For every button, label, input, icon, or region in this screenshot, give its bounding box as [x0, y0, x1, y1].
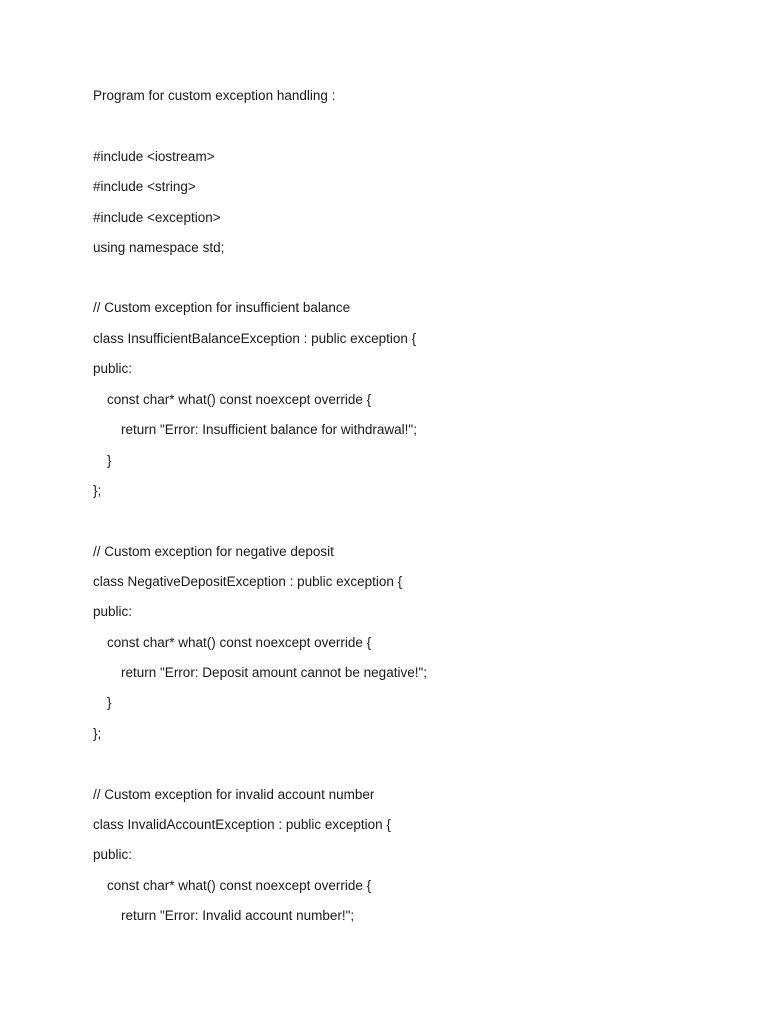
code-line: public:: [93, 604, 133, 619]
code-line: return "Error: Insufficient balance for withdrawal!";: [121, 422, 417, 437]
code-line: }: [107, 453, 112, 468]
code-line: const char* what() const noexcept override {: [107, 392, 372, 407]
code-line: class InvalidAccountException : public exception {: [93, 817, 391, 832]
code-line: public:: [93, 847, 133, 862]
code-line: return "Error: Invalid account number!";: [121, 908, 355, 923]
code-line: const char* what() const noexcept override {: [107, 635, 372, 650]
code-line: const char* what() const noexcept override {: [107, 878, 372, 893]
code-line: using namespace std;: [93, 240, 225, 255]
code-line: #include <exception>: [93, 210, 221, 225]
code-line: };: [93, 483, 102, 498]
code-comment: // Custom exception for invalid account number: [93, 787, 375, 802]
code-line: class InsufficientBalanceException : public exception {: [93, 331, 417, 346]
code-line: class NegativeDepositException : public exception {: [93, 574, 403, 589]
code-line: };: [93, 726, 102, 741]
code-comment: // Custom exception for negative deposit: [93, 544, 334, 559]
code-comment: // Custom exception for insufficient balance: [93, 300, 351, 315]
code-line: public:: [93, 361, 133, 376]
code-line: #include <iostream>: [93, 149, 215, 164]
document-heading: Program for custom exception handling :: [93, 88, 336, 103]
code-line: }: [107, 695, 112, 710]
code-line: #include <string>: [93, 179, 196, 194]
code-line: return "Error: Deposit amount cannot be negative!";: [121, 665, 427, 680]
